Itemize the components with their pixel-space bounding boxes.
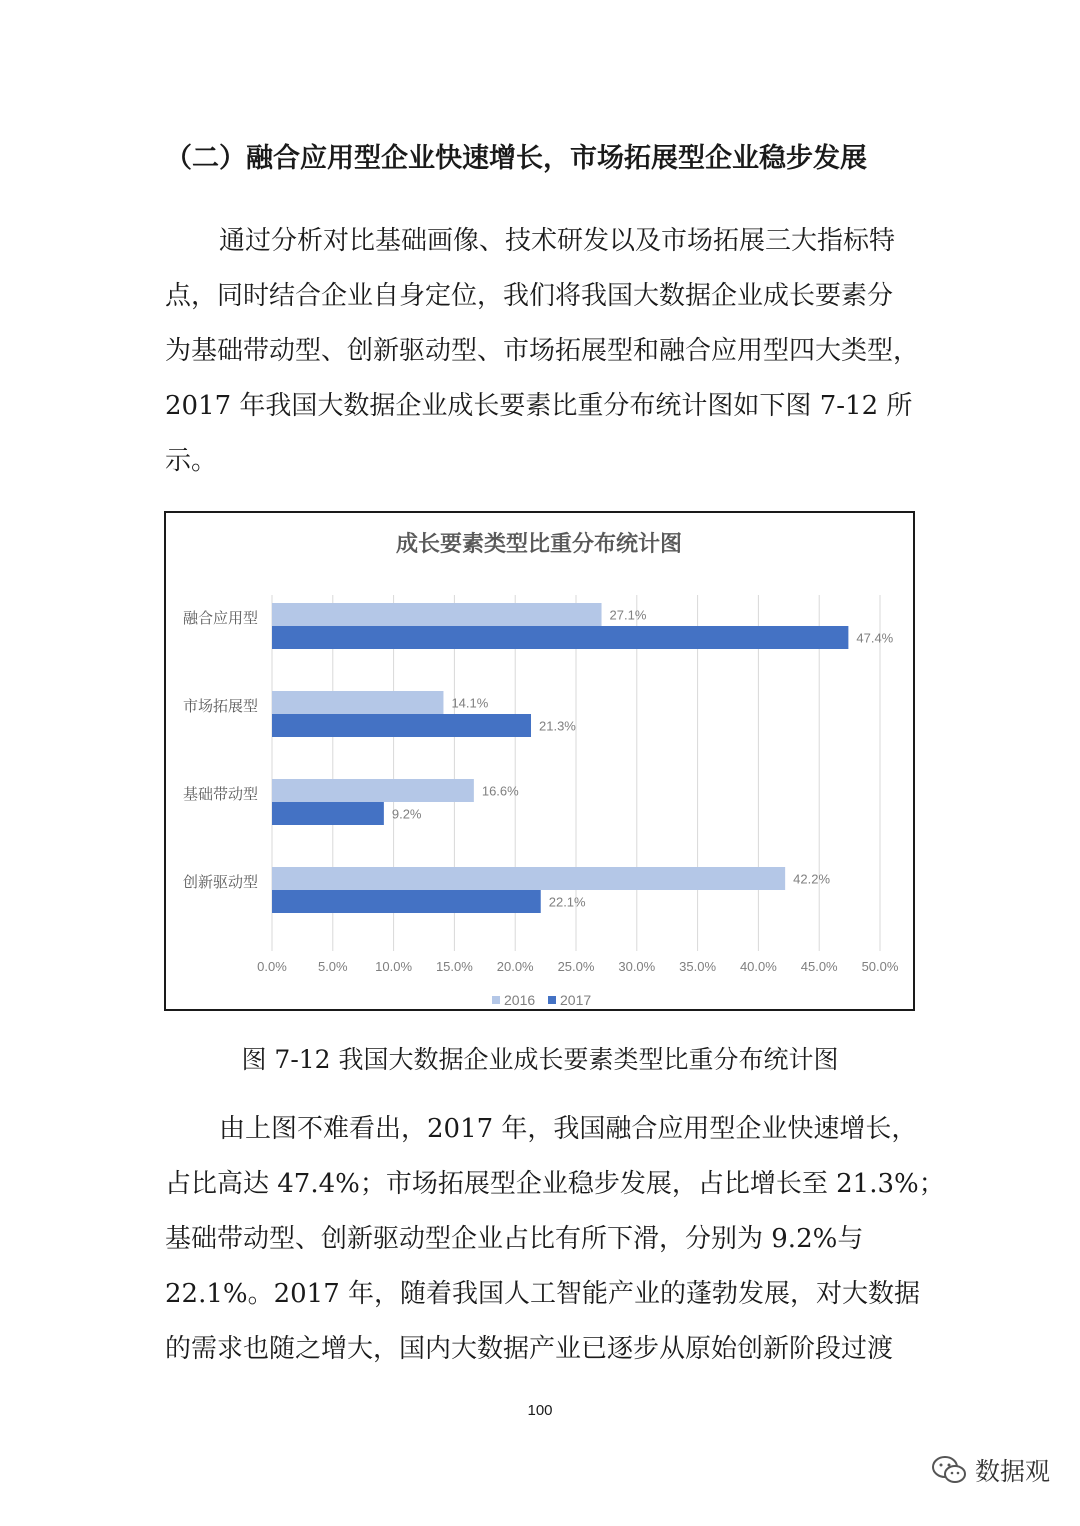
intro-paragraph <box>165 214 920 489</box>
category-label: 创新驱动型 <box>182 873 258 891</box>
category-label: 市场拓展型 <box>182 697 258 715</box>
paragraph-line: 22.1%。2017 年，随着我国人工智能产业的蓬勃发展，对大数据 <box>165 1279 921 1309</box>
x-tick-label: 40.0% <box>739 959 777 974</box>
x-tick-label: 0.0% <box>257 959 287 974</box>
bar-2016 <box>272 779 474 802</box>
paragraph-line: 由上图不难看出，2017 年，我国融合应用型企业快速增长， <box>219 1114 918 1144</box>
x-tick-label: 25.0% <box>557 959 595 974</box>
chart-bars <box>272 603 848 913</box>
figure-caption: 图 7-12 我国大数据企业成长要素类型比重分布统计图 <box>241 1045 839 1074</box>
chart-legend <box>492 992 591 1008</box>
watermark <box>931 1452 1050 1488</box>
x-tick-label: 15.0% <box>435 959 473 974</box>
legend-label: 2017 <box>560 992 592 1008</box>
bar-chart <box>166 513 913 1009</box>
data-label: 42.2% <box>793 871 831 887</box>
paragraph-line: 通过分析对比基础画像、技术研发以及市场拓展三大指标特 <box>219 226 896 256</box>
x-tick-label: 10.0% <box>375 959 413 974</box>
x-tick-label: 20.0% <box>496 959 534 974</box>
bar-2017 <box>272 890 541 913</box>
x-tick-label: 50.0% <box>861 959 899 974</box>
chart-title: 成长要素类型比重分布统计图 <box>395 532 683 557</box>
legend-label: 2016 <box>504 992 536 1008</box>
section-heading: （二）融合应用型企业快速增长，市场拓展型企业稳步发展 <box>165 143 867 174</box>
x-tick-label: 30.0% <box>618 959 656 974</box>
paragraph-line: 占比高达 47.4%；市场拓展型企业稳步发展，占比增长至 21.3%； <box>165 1169 945 1199</box>
data-label: 9.2% <box>391 806 422 822</box>
paragraph-line: 基础带动型、创新驱动型企业占比有所下滑，分别为 9.2%与 <box>165 1224 864 1254</box>
data-label: 22.1% <box>548 894 586 910</box>
paragraph-line: 的需求也随之增大，国内大数据产业已逐步从原始创新阶段过渡 <box>165 1334 894 1364</box>
legend-swatch <box>492 996 500 1004</box>
bar-2016 <box>272 603 602 626</box>
bar-2017 <box>272 714 531 737</box>
paragraph-line: 示。 <box>165 446 218 476</box>
watermark-text: 数据观 <box>974 1457 1050 1486</box>
x-tick-label: 35.0% <box>679 959 717 974</box>
page-number: 100 <box>527 1402 553 1419</box>
analysis-paragraph <box>165 1102 945 1377</box>
paragraph-line: 2017 年我国大数据企业成长要素比重分布统计图如下图 7-12 所 <box>165 391 913 421</box>
bar-2016 <box>272 867 785 890</box>
bar-2016 <box>272 691 443 714</box>
legend-swatch <box>548 996 556 1004</box>
bar-chart-figure <box>164 511 915 1011</box>
data-label: 27.1% <box>609 607 647 623</box>
x-tick-label: 5.0% <box>317 959 348 974</box>
wechat-icon <box>931 1455 967 1485</box>
bar-2017 <box>272 802 384 825</box>
bar-2017 <box>272 626 848 649</box>
data-label: 47.4% <box>856 630 894 646</box>
paragraph-line: 为基础带动型、创新驱动型、市场拓展型和融合应用型四大类型， <box>165 336 920 366</box>
x-tick-label: 45.0% <box>800 959 838 974</box>
paragraph-line: 点，同时结合企业自身定位，我们将我国大数据企业成长要素分 <box>165 281 894 311</box>
category-label: 基础带动型 <box>182 785 258 803</box>
data-label: 21.3% <box>539 718 576 734</box>
data-label: 16.6% <box>481 783 519 799</box>
data-label: 14.1% <box>451 695 489 711</box>
category-label: 融合应用型 <box>182 609 258 627</box>
